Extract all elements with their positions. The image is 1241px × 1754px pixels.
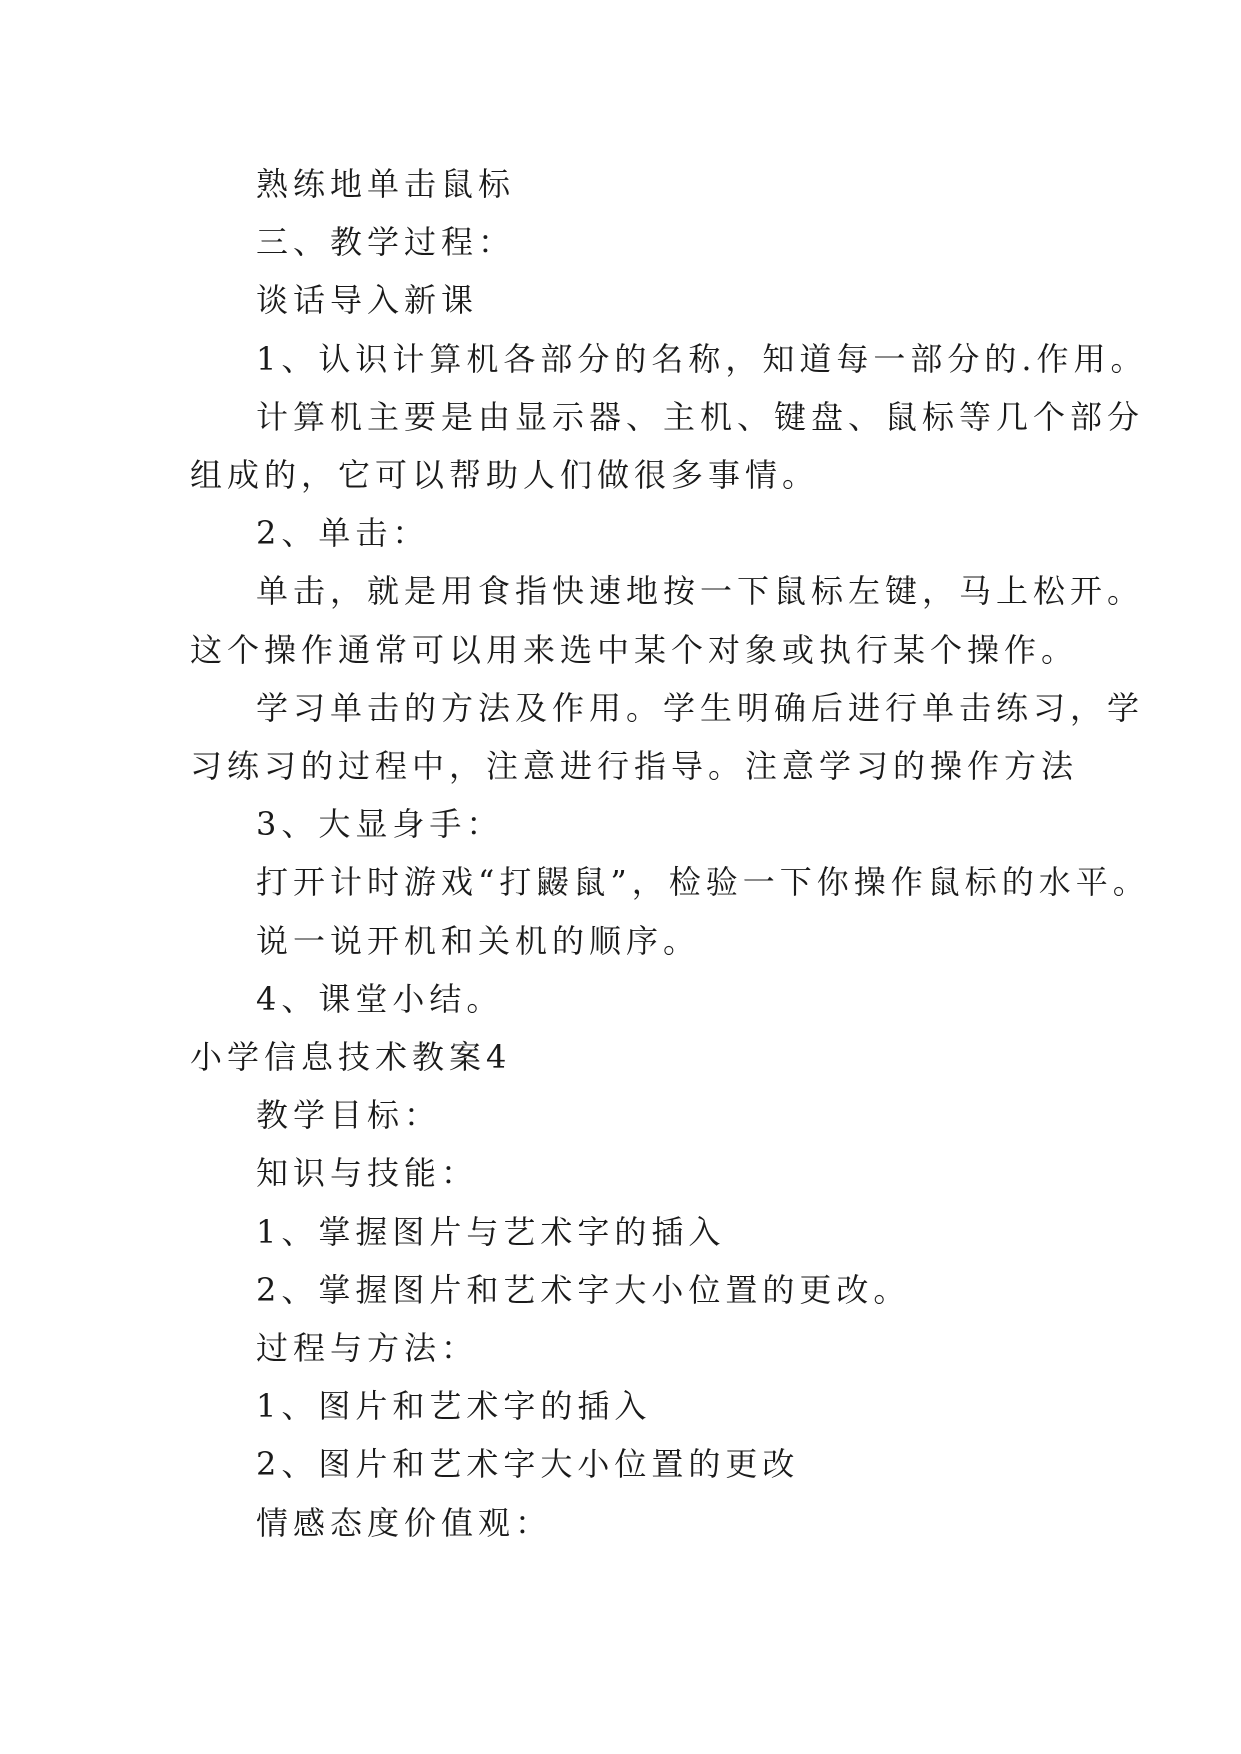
paragraph-line: 说一说开机和关机的顺序。 <box>256 922 701 960</box>
section-heading: 三、教学过程： <box>256 223 516 261</box>
numbered-item: 1、图片和艺术字的插入 <box>256 1387 652 1425</box>
paragraph-line: 组成的，它可以帮助人们做很多事情。 <box>190 456 820 494</box>
section-heading: 情感态度价值观： <box>256 1504 553 1542</box>
section-heading: 教学目标： <box>256 1096 442 1134</box>
section-heading: 过程与方法： <box>256 1329 479 1367</box>
paragraph-line: 打开计时游戏“打鼹鼠”，检验一下你操作鼠标的水平。 <box>256 863 1150 901</box>
numbered-item: 3、大显身手： <box>256 805 504 843</box>
numbered-item: 2、图片和艺术字大小位置的更改 <box>256 1445 800 1483</box>
paragraph-line: 计算机主要是由显示器、主机、键盘、鼠标等几个部分 <box>256 398 1145 436</box>
paragraph-line: 这个操作通常可以用来选中某个对象或执行某个操作。 <box>190 631 1079 669</box>
numbered-item: 2、掌握图片和艺术字大小位置的更改。 <box>256 1271 911 1309</box>
paragraph-line: 习练习的过程中，注意进行指导。注意学习的操作方法 <box>190 747 1079 785</box>
numbered-item: 1、认识计算机各部分的名称，知道每一部分的.作用。 <box>256 340 1148 378</box>
paragraph-line: 单击，就是用食指快速地按一下鼠标左键，马上松开。 <box>256 572 1145 610</box>
paragraph-line: 熟练地单击鼠标 <box>256 165 516 203</box>
paragraph-line: 学习单击的方法及作用。学生明确后进行单击练习，学 <box>256 689 1145 727</box>
numbered-item: 4、课堂小结。 <box>256 980 504 1018</box>
numbered-item: 1、掌握图片与艺术字的插入 <box>256 1213 726 1251</box>
numbered-item: 2、单击： <box>256 514 430 552</box>
document-title: 小学信息技术教案4 <box>190 1038 512 1076</box>
paragraph-line: 谈话导入新课 <box>256 281 479 319</box>
section-heading: 知识与技能： <box>256 1154 479 1192</box>
